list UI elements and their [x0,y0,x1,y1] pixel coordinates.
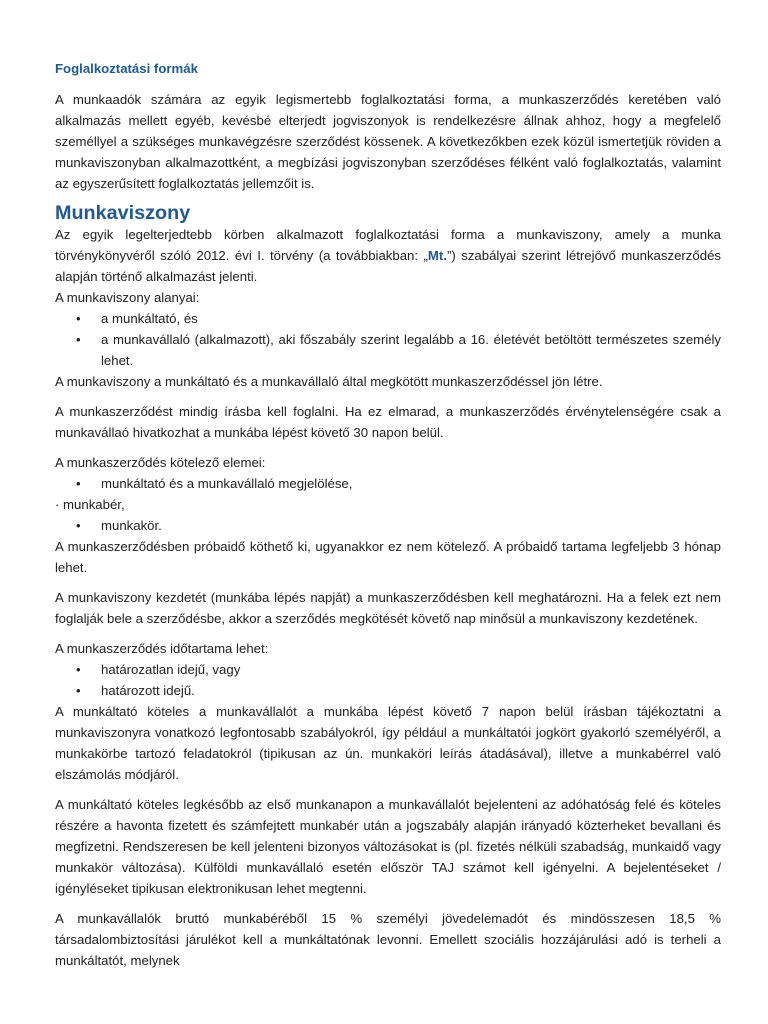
written-form-paragraph: A munkaszerződést mindig írásba kell foglalni. Ha ez elmarad, a munkaszerződés érvénytelenségére csak a munkavállaó hivatkozhat a munkába lépést követő 30 napon belül. [55,404,721,440]
elements-label: A munkaszerződés kötelező elemei: [55,455,266,470]
duration-list [55,659,721,701]
bullet-icon: • [76,683,81,698]
list-item: • a munkáltató, és [55,308,721,329]
tax-paragraph: A munkavállalók bruttó munkabéréből 15 % személyi jövedelemadót és mindösszesen 18,5 % társadalombiztosítási járulékot kell a munkáltatónak levonni. Emellett szociális hozzájárulási adó is terheli a munkáltatót, melynek [55,911,721,968]
list-item: • a munkavállaló (alkalmazott), aki főszabály szerint legalább a 16. életévét betöltött természetes személy lehet. [55,329,721,371]
bullet-icon: • [76,311,81,326]
document-body [55,89,721,971]
section-heading-munkaviszony: Munkaviszony [55,202,191,224]
page-title: Foglalkoztatási formák [55,61,198,76]
duration-label: A munkaszerződés időtartama lehet: [55,641,269,656]
definition-paragraph: Az egyik legelterjedtebb körben alkalmazott foglalkoztatási forma a munkaviszony, amely a munka törvénykönyvéről szóló 2012. évi I. törvény (a továbbiakban: „Mt.”) szabályai szerint létrejövő munkaszerződés alapján történő alkalmazást jelenti. [55,227,721,284]
elements-list-a [55,473,721,494]
list-item: • munkáltató és a munkavállaló megjelölése, [55,473,721,494]
start-date-paragraph: A munkaviszony kezdetét (munkába lépés napját) a munkaszerződésben kell meghatározni. Ha a felek ezt nem foglalják bele a szerződésbe, akkor a szerződés megkötését követő nap minősül a munkaviszony kezdetének. [55,590,721,626]
registration-paragraph: A munkáltató köteles legkésőbb az első munkanapon a munkavállalót bejelenteni az adóhatóság felé és köteles részére a havonta fizetett és számfejtett munkabér után a jogszabály alapján irányadó közterheket bevallani és megfizetni. Rendszeresen be kell jelenteni bizonyos változásokat is (pl. fizetés nélküli szabadság, munkaidő vagy munkakör változása). Külföldi munkavállaló esetén először TAJ számot kell igényelni. A bejelentéseket / igényléseket tipikusan elektronikusan lehet megtenni. [55,797,721,896]
elements-list-b [55,515,721,536]
wage-element-line: · munkabér, [55,497,125,512]
bullet-icon: • [76,662,81,677]
list-item: • munkakör. [55,515,721,536]
formation-paragraph: A munkaviszony a munkáltató és a munkavállaló által megkötött munkaszerződéssel jön létre. [55,374,603,389]
parties-list [55,308,721,371]
bullet-icon: • [76,518,81,533]
bullet-icon: • [76,476,81,491]
intro-paragraph: A munkaadók számára az egyik legismertebb foglalkoztatási forma, a munkaszerződés keretében való alkalmazás mellett egyéb, kevésbé elterjedt jogviszonyok is rendelkezésre állnak ahhoz, hogy a megfelelő személlyel a szükséges munkavégzésre szerződést kössenek. A következőkben ezek közül ismertetjük röviden a munkaviszonyban alkalmazottként, a megbízási jogviszonyban szerződéses félként való foglalkoztatás, valamint az egyszerűsített foglalkoztatás jellemzőit is. [55,92,721,191]
trial-period-paragraph: A munkaszerződésben próbaidő köthető ki, ugyanakkor ez nem kötelező. A próbaidő tartama legfeljebb 3 hónap lehet. [55,539,721,575]
list-item: • határozatlan idejű, vagy [55,659,721,680]
mt-abbreviation-link[interactable]: Mt. [427,248,447,263]
parties-label: A munkaviszony alanyai: [55,290,200,305]
information-duty-paragraph: A munkáltató köteles a munkavállalót a munkába lépést követő 7 napon belül írásban tájékoztatni a munkaviszonyra vonatkozó legfontosabb szabályokról, így például a munkáltatói jogkört gyakorló személyéről, a munkakörbe tartozó feladatokról (tipikusan az ún. munkaköri leírás átadásával), illetve a munkabérrel való elszámolás módjáról. [55,704,721,782]
bullet-icon: • [76,332,81,347]
list-item: • határozott idejű. [55,680,721,701]
